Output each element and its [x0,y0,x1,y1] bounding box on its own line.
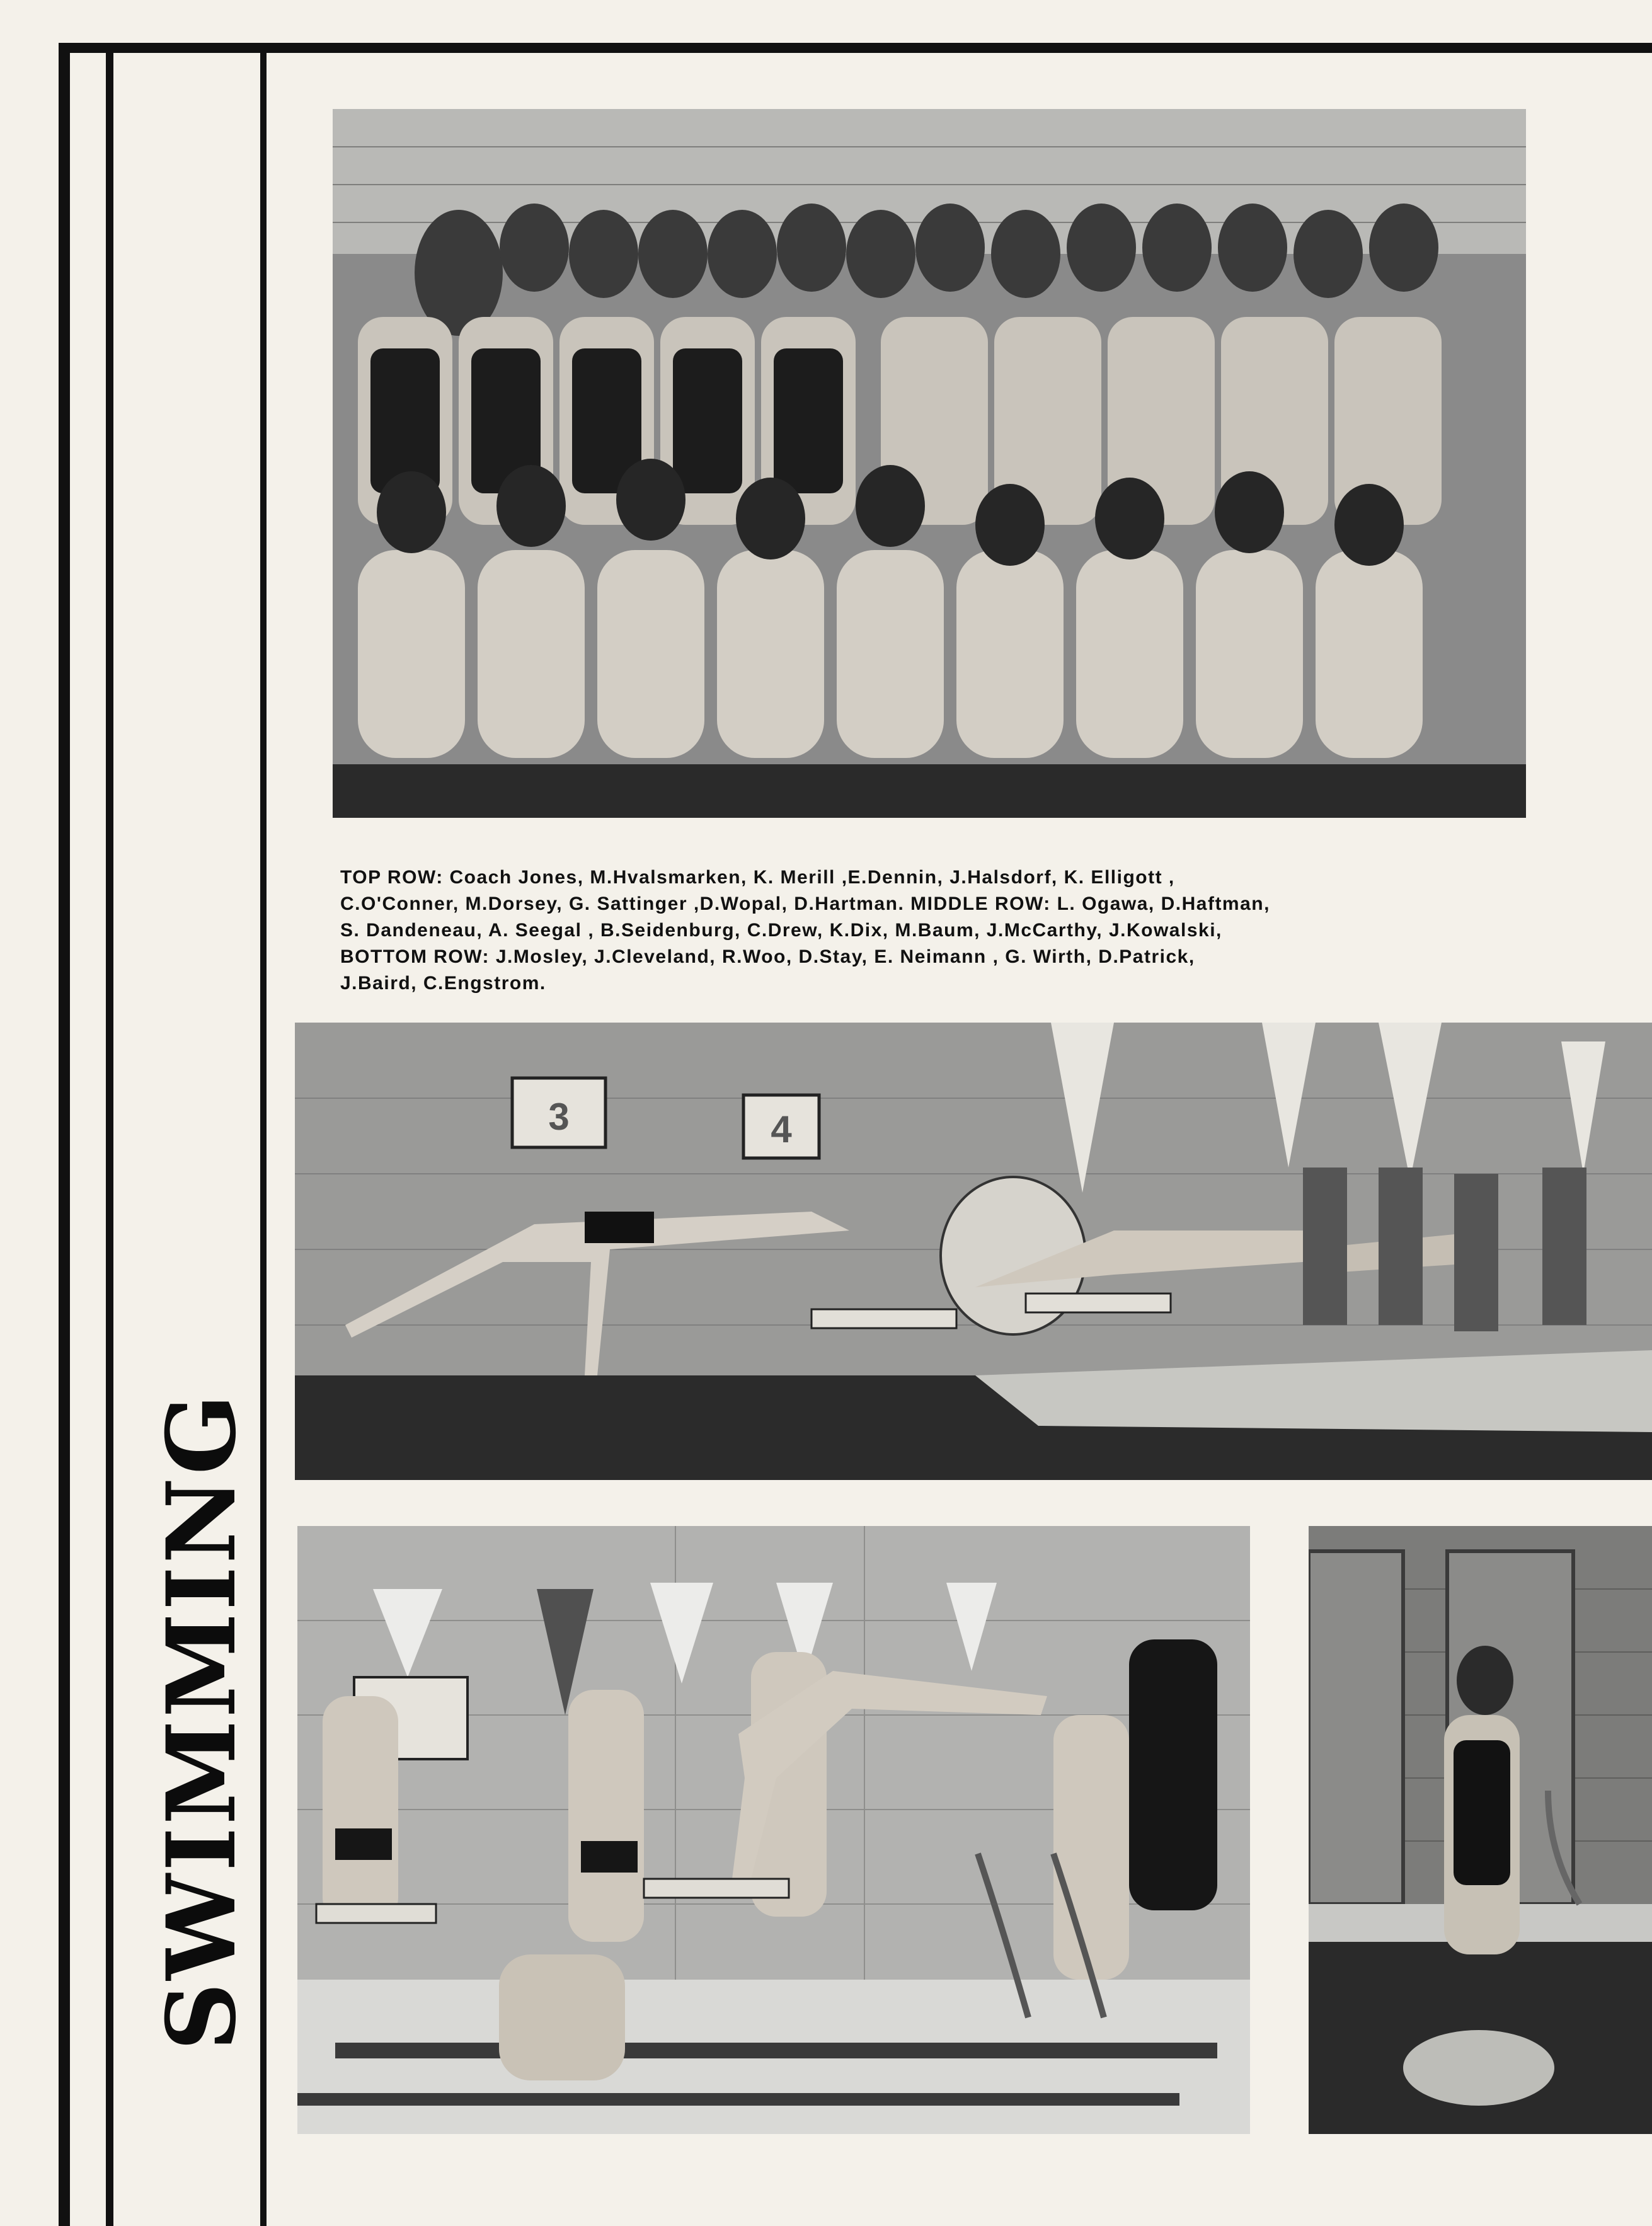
caption-line: S. Dandeneau, A. Seegal , B.Seidenburg, C.Drew, K.Dix, M.Baum, J.McCarthy, J.Kowalski, [340,920,1222,941]
caption-line: C.O'Conner, M.Dorsey, G. Sattinger ,D.Wopal, D.Hartman. MIDDLE ROW: L. Ogawa, D.Haftman, [340,893,1270,914]
caption-line: TOP ROW: Coach Jones, M.Hvalsmarken, K. Merill ,E.Dennin, J.Halsdorf, K. Elligott , [340,867,1175,888]
pool-swimmer-photo [1309,1526,1652,2134]
caption-line: BOTTOM ROW: J.Mosley, J.Cleveland, R.Woo, D.Stay, E. Neimann , G. Wirth, D.Patrick, [340,946,1195,967]
page-frame-margin-rule [260,43,267,2226]
diving-start-photo [295,1023,1652,1480]
team-photo-caption [340,864,1626,997]
section-title: SWIMMING [146,1391,257,2051]
page-frame-top-rule [59,43,1652,53]
caption-line: J.Baird, C.Engstrom. [340,973,546,994]
page-frame-inner-rule [106,43,113,2226]
team-photo [333,109,1526,818]
page-frame-left-rule [59,43,70,2226]
lane-sign-3: 3 [548,1096,570,1138]
lane-sign-4: 4 [771,1108,792,1150]
relay-start-photo [297,1526,1250,2134]
